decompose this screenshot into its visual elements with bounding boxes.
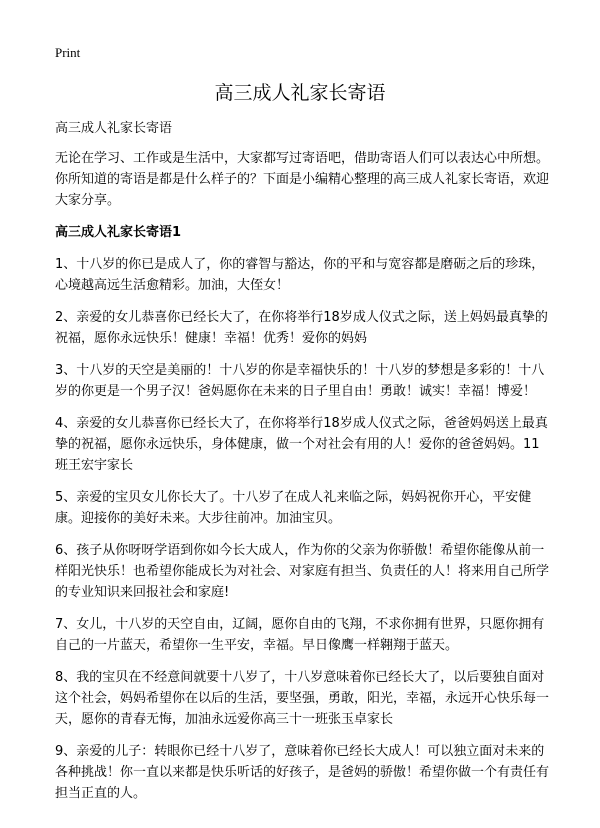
message-entry-8: 8、我的宝贝在不经意间就要十八岁了，十八岁意味着你已经长大了，以后要独自面对这个社会，妈妈希望你在以后的生活，要坚强，勇敢，阳光，幸福，永远开心快乐每一天，愿你的青春无悔，加油永远爱你高三十一班张玉卓家长 <box>55 670 550 727</box>
message-entry-1: 1、十八岁的你已是成人了，你的睿智与豁达，你的平和与宽容都是磨砺之后的珍珠，心境越高远生活愈精彩。加油，大侄女！ <box>55 257 545 293</box>
article-body <box>55 118 551 815</box>
message-entry-5: 5、亲爱的宝贝女儿你长大了。十八岁了在成人礼来临之际，妈妈祝你开心，平安健康。迎接你的美好未来。大步往前冲。加油宝贝。 <box>55 490 532 526</box>
message-entry-4: 4、亲爱的女儿恭喜你已经长大了，在你将举行18岁成人仪式之际，爸爸妈妈送上最真挚的祝福，愿你永远快乐，身体健康，做一个对社会有用的人！爱你的爸爸妈妈。11班王宏宇家长 <box>55 416 548 473</box>
message-entry-2: 2、亲爱的女儿恭喜你已经长大了，在你将举行18岁成人仪式之际，送上妈妈最真挚的祝福，愿你永远快乐！健康！幸福！优秀！爱你的妈妈 <box>55 310 548 346</box>
section-heading: 高三成人礼家长寄语1 <box>55 225 182 240</box>
message-entry-3: 3、十八岁的天空是美丽的！十八岁的你是幸福快乐的！十八岁的梦想是多彩的！十八岁的你更是一个男子汉！爸妈愿你在未来的日子里自由！勇敢！诚实！幸福！博爱！ <box>55 363 545 399</box>
article-subtitle: 高三成人礼家长寄语 <box>55 121 173 136</box>
print-link[interactable]: Print <box>55 45 81 60</box>
page-title: 高三成人礼家长寄语 <box>214 82 386 104</box>
message-entry-9: 9、亲爱的儿子：转眼你已经十八岁了，意味着你已经长大成人！可以独立面对未来的各种挑战！你一直以来都是快乐听话的好孩子，是爸妈的骄傲！希望你做一个有责任有担当正直的人。 <box>55 744 550 801</box>
article-intro: 无论在学习、工作或是生活中，大家都写过寄语吧，借助寄语人们可以表达心中所想。你所知道的寄语是都是什么样子的？下面是小编精心整理的高三成人礼家长寄语，欢迎大家分享。 <box>55 151 550 208</box>
message-entry-7: 7、女儿，十八岁的天空自由，辽阔，愿你自由的飞翔，不求你拥有世界，只愿你拥有自己的一片蓝天，希望你一生平安，幸福。早日像鹰一样翱翔于蓝天。 <box>55 617 545 653</box>
message-entry-6: 6、孩子从你呀呀学语到你如今长大成人，作为你的父亲为你骄傲！希望你能像从前一样阳光快乐！也希望你能成长为对社会、对家庭有担当、负责任的人！将来用自己所学的专业知识来回报社会和家庭! <box>55 543 550 600</box>
